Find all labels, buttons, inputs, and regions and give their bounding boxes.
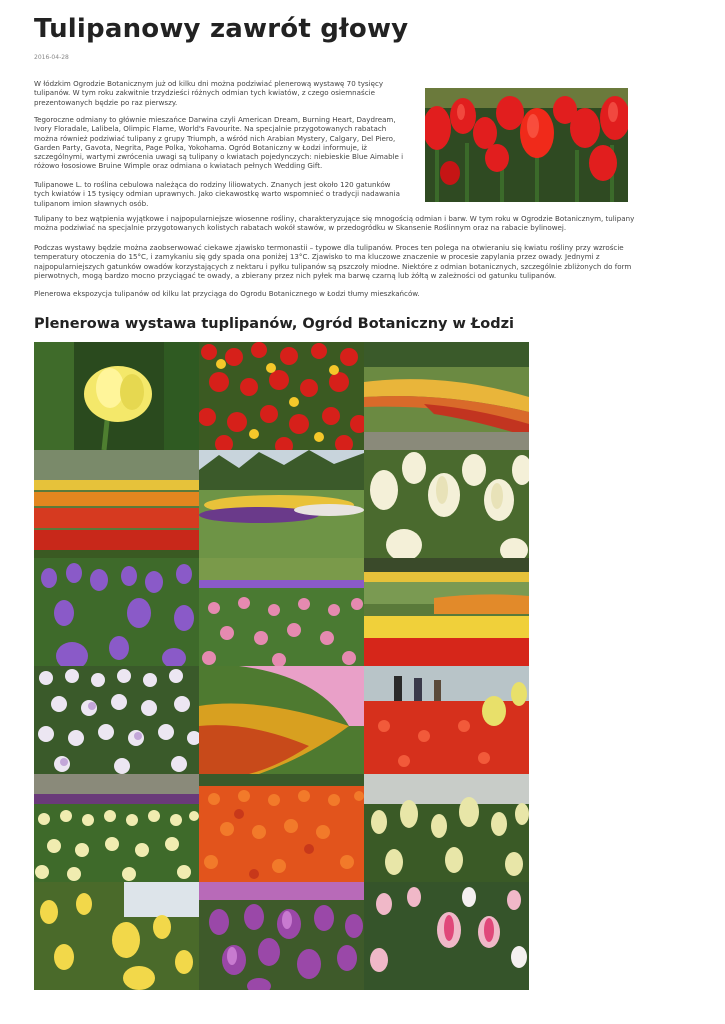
pink-white-tulips-photo[interactable] — [364, 882, 529, 990]
yellow-tulips-sky-photo[interactable] — [34, 882, 199, 990]
park-lawn-tulip-beds-photo[interactable] — [199, 450, 364, 558]
paragraph-4: Tulipany to bez wątpienia wyjątkowe i najpopularniejsze wiosenne rośliny, charakteryzujące się mnogością odmian i barw. W tym roku w Ogrodzie Botanicznym, tulipany można podziwiać na specjalnie przygotowanych kolistych rabatach wokół stawów, w przedogródku w Skansenie Roślinnym oraz na rabacie bylinowej. — [34, 214, 635, 233]
photo-gallery — [34, 342, 530, 993]
striped-tulip-beds-lawn-photo[interactable] — [364, 342, 529, 450]
red-yellow-tulip-beds-photo[interactable] — [364, 558, 529, 666]
orange-red-tulip-rows-photo[interactable] — [34, 450, 199, 558]
paragraph-6: Plenerowa ekspozycja tulipanów od kilku lat przyciąga do Ogrodu Botanicznego w Łodzi tłumy mieszkańców. — [34, 289, 420, 298]
visitors-red-tulips-photo[interactable] — [364, 666, 529, 774]
article-date: 2016-04-28 — [34, 54, 69, 61]
red-tulips-photo[interactable] — [425, 88, 628, 202]
yellow-tulip-closeup-photo[interactable] — [34, 342, 199, 450]
white-lilac-tulips-photo[interactable] — [34, 666, 199, 774]
cream-tulips-buds-photo[interactable] — [364, 774, 529, 882]
paragraph-2: Tegoroczne odmiany to głównie mieszańce Darwina czyli American Dream, Burning Heart, Daydream, Ivory Floradale, Lalibela, Olimpic Flame, World's Favourite. Na specjalnie przygotowanych rabatach można również podziwiać tulipany z grupy Triumph, a wśród nich Arabian Mystery, Calgary, Del Piero, Garden Party, Gavota, Negrita, Page Polka, Yokohama. Ogród Botaniczny w Łodzi informuje, iż szczególnymi, wartymi zwrócenia uwagi są tulipany o kwiatach pojedynczych: niebieskie Blue Aimable i różowo łososiowe Bruine Wimple oraz odmiana o kwiatach pełnych Wedding Gift. — [34, 115, 404, 171]
paragraph-5: Podczas wystawy będzie można zaobserwować ciekawe zjawisko termonastii – typowe dla tulipanów. Proces ten polega na otwieraniu się kwiatu rośliny przy wzroście temperatury otoczenia do 15°C, i zamykaniu się gdy spada ona poniżej 13°C. Zjawisko to ma kluczowe znaczenie w procesie zapylania przez owady. Jednymi z najpopularniejszych gatunków owadów korzystających z nektaru i pyłku tulipanów są pszczoły miodne. Niektóre z odmian botanicznych, szczególnie zbliżonych do form pierwotnych, mogą bardzo mocno przyciągać te owady, a zbierany przez nich pyłek ma barwę czarną lub żółtą w zależności od gatunku tulipanów. — [34, 243, 632, 280]
purple-tulips-photo[interactable] — [34, 558, 199, 666]
curved-tulip-beds-photo[interactable] — [199, 666, 364, 774]
red-yellow-tulip-bed-photo[interactable] — [199, 342, 364, 450]
paragraph-3: Tulipanowe L. to roślina cebulowa należąca do rodziny liliowatych. Znanych jest około 120 gatunków tych kwiatów i 15 tysięcy odmian uprawnych. Jako ciekawostkę warto wspomnieć o tradycji nadawania tulipanom imion sławnych osób. — [34, 180, 400, 208]
orange-tulip-field-photo[interactable] — [199, 774, 364, 882]
gallery-title: Plenerowa wystawa tuplipanów, Ogród Botaniczny w Łodzi — [34, 316, 515, 332]
article-title: Tulipanowy zawrót głowy — [34, 14, 409, 44]
paragraph-1: W łódzkim Ogrodzie Botanicznym już od kilku dni można podziwiać plenerową wystawę 70 tysięcy tulipanów. W tym roku zakwitnie trzydzieści różnych odmian tych kwiatów, z czego osiemnaście prezentowanych będzie po raz pierwszy. — [34, 79, 384, 107]
violet-tulips-photo[interactable] — [199, 882, 364, 990]
pink-purple-tulip-field-photo[interactable] — [199, 558, 364, 666]
white-tulips-closeup-photo[interactable] — [364, 450, 529, 558]
pale-yellow-tulips-photo[interactable] — [34, 774, 199, 882]
